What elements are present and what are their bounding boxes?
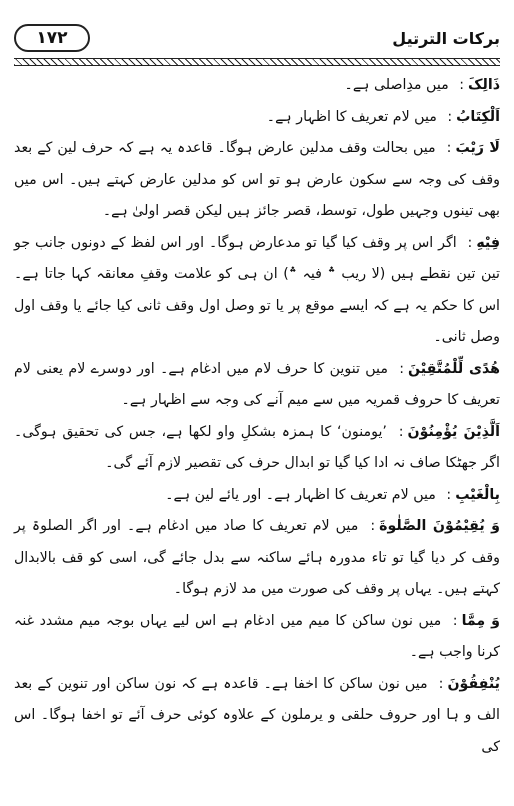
entry-alkitab: اَلْکِتَابُ: میں لام تعریف کا اظہار ہے۔ [266, 108, 500, 125]
page-number-badge: ١٧٢ [14, 24, 90, 52]
page-header [14, 20, 500, 56]
entry-text: میں نون ساکن کا اخفا ہے۔ قاعدہ ہے کہ نون ساکن اور تنوین کے بعد الف و ہا اور حروف حلقی و یرملون کے علاوہ کوئی حرف آئے تو اخفا ہوگا۔ اس کی [14, 675, 500, 755]
entry-term: یُنْفِقُوْنَ [447, 675, 500, 692]
entry-fihi: فِیْهِ: اگر اس پر وقف کیا گیا تو مدعارض ہوگا۔ اور اس لفظ کے دونوں جانب جو تین تین نقطے ہیں (لا ریب ؞ فیہ ؞) ان ہی کو علامت وقفِ معانقہ کہا جاتا ہے۔ اس کا حکم یہ ہے کہ ایسے موقع پر یا تو وصل اول وقف ثانی کیا جائے یا وقف اول وصل ثانی۔ [14, 234, 500, 345]
entry-term: بِالْغَیْبِ [455, 486, 500, 503]
entry-term: اَلَّذِیْنَ یُؤْمِنُوْنَ [407, 423, 500, 440]
entry-yuqimun: وَ یُقِیْمُوْنَ الصَّلٰوةَ: میں لام تعریف کا صاد میں ادغام ہے۔ اور اگر الصلوۃ پر وقف کر دیا گیا تو تاء مدورہ ہائے ساکنہ سے بدل جائے گی، اسی کو قف بالابدال کہتے ہیں۔ یہاں پر وقف کی صورت میں مد لازم ہوگا۔ [14, 518, 500, 597]
entry-text: میں بحالت وقف مدلین عارض ہوگا۔ قاعدہ یہ ہے کہ حرف لین کے بعد وقف کی وجہ سے سکون عارض ہو تو اس کو مدلین عارض کہتے ہیں۔ اس میں بھی تینوں وجہیں طول، توسط، قصر جائز ہیں لیکن قصر اولیٰ ہے۔ [14, 140, 500, 219]
entry-allazina: اَلَّذِیْنَ یُؤْمِنُوْنَ: ’یومنون‘ کا ہمزہ بشکلِ واو لکھا ہے، جس کی تحقیق ہوگی۔ اگر جھٹکا صاف نہ ادا کیا گیا تو ابدال حرف کی تقصیر لازم آئے گی۔ [14, 423, 500, 471]
entry-term: وَ یُقِیْمُوْنَ الصَّلٰوةَ [379, 518, 500, 534]
entry-text: میں لام تعریف کا صاد میں ادغام ہے۔ اور اگر الصلوۃ پر وقف کر دیا گیا تو تاء مدورہ ہائے ساکنہ سے بدل جائے گی، اسی کو قف بالابدال کہتے ہیں۔ یہاں پر وقف کی صورت میں مد لازم ہوگا۔ [14, 518, 500, 597]
entry-la-rayba: لَا رَیْبَ: میں بحالت وقف مدلین عارض ہوگا۔ قاعدہ یہ ہے کہ حرف لین کے بعد وقف کی وجہ سے سکون عارض ہو تو اس کو مدلین عارض کہتے ہیں۔ اس میں بھی تینوں وجہیں طول، توسط، قصر جائز ہیں لیکن قصر اولیٰ ہے۔ [14, 140, 500, 219]
entry-text: میں نون ساکن کا میم میں ادغام ہے اس لیے یہاں بوجہ میم مشدد غنہ کرنا واجب ہے۔ [14, 612, 500, 660]
entry-term: ذَالِکَ [468, 77, 500, 93]
entry-text: میں لام تعریف کا اظہار ہے۔ [266, 108, 437, 125]
entry-text: اگر اس پر وقف کیا گیا تو مدعارض ہوگا۔ اور اس لفظ کے دونوں جانب جو تین تین نقطے ہیں (لا ریب ؞ فیہ ؞) ان ہی کو علامت وقفِ معانقہ کہا جاتا ہے۔ اس کا حکم یہ ہے کہ ایسے موقع پر یا تو وصل اول وقف ثانی کیا جائے یا وقف اول وصل ثانی۔ [14, 234, 500, 345]
entry-text: میں مدِاصلی ہے۔ [344, 77, 449, 93]
entry-bilghaib: بِالْغَیْبِ: میں لام تعریف کا اظہار ہے۔ اور یائے لین ہے۔ [165, 486, 500, 503]
entry-term: لَا رَیْبَ [455, 140, 500, 156]
entry-term: وَ مِمَّا [461, 612, 500, 629]
header-divider [14, 58, 500, 66]
entry-text: میں تنوین کا حرف لام میں ادغام ہے۔ اور دوسرے لام یعنی لام تعریف کا حروف قمریہ میں سے میم آنے کی وجہ سے اظہار ہے۔ [14, 360, 500, 408]
entry-text: میں لام تعریف کا اظہار ہے۔ اور یائے لین ہے۔ [165, 486, 436, 503]
entry-term: هُدًی لِّلْمُتَّقِیْنَ [408, 360, 501, 377]
entry-yunfiqun: یُنْفِقُوْنَ: میں نون ساکن کا اخفا ہے۔ قاعدہ ہے کہ نون ساکن اور تنوین کے بعد الف و ہا اور حروف حلقی و یرملون کے علاوہ کوئی حرف آئے تو اخفا ہوگا۔ اس کی [14, 675, 500, 755]
entry-term: فِیْهِ [476, 234, 500, 251]
running-title: برکات الترتیل [392, 28, 500, 48]
entry-hudan: هُدًی لِّلْمُتَّقِیْنَ: میں تنوین کا حرف لام میں ادغام ہے۔ اور دوسرے لام یعنی لام تعریف کا حروف قمریہ میں سے میم آنے کی وجہ سے اظہار ہے۔ [14, 360, 501, 408]
entry-text: ’یومنون‘ کا ہمزہ بشکلِ واو لکھا ہے، جس کی تحقیق ہوگی۔ اگر جھٹکا صاف نہ ادا کیا گیا تو ابدال حرف کی تقصیر لازم آئے گی۔ [14, 423, 500, 471]
entry-zalika: ذَالِکَ: میں مدِاصلی ہے۔ [344, 77, 500, 93]
entry-wa-mimma: وَ مِمَّا: میں نون ساکن کا میم میں ادغام ہے اس لیے یہاں بوجہ میم مشدد غنہ کرنا واجب ہے۔ [14, 612, 500, 660]
page-body [14, 70, 500, 798]
entry-term: اَلْکِتَابُ [456, 108, 500, 125]
